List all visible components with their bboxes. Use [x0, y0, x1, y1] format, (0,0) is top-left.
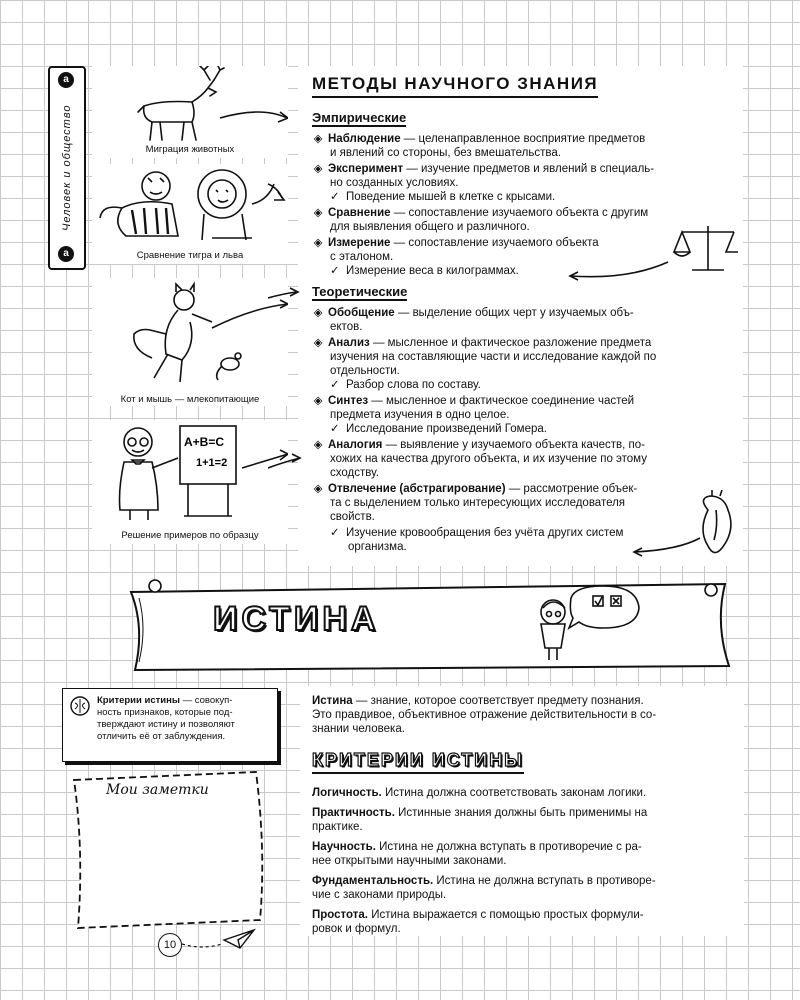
method-abstraction-cont2: свойств. — [330, 511, 375, 523]
diamond-bullet-icon: ◈ — [313, 483, 323, 495]
criteria-title: КРИТЕРИИ ИСТИНЫ — [312, 750, 524, 774]
pin-icon — [149, 580, 161, 592]
caption-migration: Миграция животных — [145, 144, 235, 155]
board-formula-1: А+В=С — [184, 435, 225, 449]
tiger-lion-icon — [92, 164, 288, 248]
method-generalization-cont: ектов. — [330, 321, 363, 333]
deer-icon — [92, 66, 288, 144]
method-observation-cont: и явлений со стороны, без вмешательства. — [330, 147, 561, 159]
caption-cat-mouse: Кот и мышь — млекопитающие — [120, 394, 260, 405]
empirical-heading: Эмпирические — [312, 110, 407, 125]
criterion-practicality: Практичность. Истинные знания должны быть применимы на — [312, 807, 648, 819]
method-analysis-cont2: отдельности. — [330, 365, 400, 377]
method-analysis: ◈ Анализ — мысленное и фактическое разложение предмета — [313, 337, 652, 349]
method-analysis-cont: изучения на составляющие части и исследование каждой по — [330, 351, 657, 363]
definition-text: Критерии истины — совокуп- ность признаков, которые под- тверждают истину и позволяют отличить её от заблуждения. — [97, 695, 235, 742]
check-icon: ✓ — [330, 191, 340, 203]
example-analysis: ✓ Разбор слова по составу. — [330, 379, 481, 391]
illustration-migration — [92, 66, 288, 158]
section-badge-bottom: а — [58, 246, 74, 262]
banner-title — [213, 600, 379, 639]
truth-definition-cont2: знании человека. — [312, 723, 405, 735]
section-badge-top: а — [58, 72, 74, 88]
truth-section — [300, 686, 744, 936]
method-observation: ◈ Наблюдение — целенаправленное восприятие предметов — [313, 133, 646, 145]
criterion-simplicity: Простота. Истина выражается с помощью простых формули- — [312, 909, 644, 921]
method-generalization: ◈ Обобщение — выделение общих черт у изучаемых объ- — [313, 307, 634, 319]
diamond-bullet-icon: ◈ — [313, 439, 323, 451]
diamond-bullet-icon: ◈ — [313, 237, 323, 249]
heart-icon — [628, 490, 740, 562]
diamond-bullet-icon: ◈ — [313, 133, 323, 145]
example-measurement: ✓ Измерение веса в килограммах. — [330, 265, 519, 277]
scales-icon — [568, 218, 738, 282]
method-experiment: ◈ Эксперимент — изучение предметов и явлений в специаль- — [313, 163, 655, 175]
criterion-fundamentality: Фундаментальность. Истина не должна вступать в противоре- — [312, 875, 656, 887]
method-abstraction-cont: та с выделением только интересующих исследователя — [330, 497, 626, 509]
method-synthesis: ◈ Синтез — мысленное и фактическое соединение частей — [313, 395, 635, 407]
illustration-cat-mouse — [92, 278, 288, 406]
diamond-bullet-icon: ◈ — [313, 307, 323, 319]
criterion-science-cont: нее открытыми научными законами. — [312, 855, 507, 867]
caption-tiger-lion: Сравнение тигра и льва — [136, 250, 244, 261]
section-side-tab — [48, 66, 86, 270]
paper-plane-icon — [182, 926, 262, 956]
methods-section — [298, 66, 743, 566]
methods-title: МЕТОДЫ НАУЧНОГО ЗНАНИЯ — [312, 74, 598, 98]
check-icon: ✓ — [330, 265, 340, 277]
check-icon: ✓ — [330, 527, 340, 539]
check-icon: ✓ — [330, 423, 340, 435]
method-analogy-cont2: сходству. — [330, 467, 379, 479]
diamond-bullet-icon: ◈ — [313, 337, 323, 349]
method-analogy-cont: хожих на качества другого объекта, и их изучение по этому — [330, 453, 647, 465]
brain-icon — [69, 695, 91, 717]
illustration-teacher — [92, 420, 288, 544]
teacher-board-icon — [92, 420, 288, 524]
criterion-fundamentality-cont: чие с законами природы. — [312, 889, 447, 901]
example-abstraction-cont: организма. — [348, 541, 407, 553]
criterion-practicality-cont: практике. — [312, 821, 363, 833]
section-label: Человек и общество — [61, 104, 73, 232]
caption-teacher: Решение примеров по образцу — [121, 530, 259, 541]
truth-definition: Истина — знание, которое соответствует предмету познания. — [312, 695, 644, 707]
cat-mouse-icon — [92, 278, 288, 388]
notes-title: Мои заметки — [106, 782, 209, 798]
diamond-bullet-icon: ◈ — [313, 163, 323, 175]
page-number: 10 — [158, 933, 182, 957]
example-synthesis: ✓ Исследование произведений Гомера. — [330, 423, 547, 435]
diamond-bullet-icon: ◈ — [313, 207, 323, 219]
method-experiment-cont: но созданных условиях. — [330, 177, 459, 189]
method-abstraction: ◈ Отвлечение (абстрагирование) — рассмотрение объек- — [313, 483, 638, 495]
diamond-bullet-icon: ◈ — [313, 395, 323, 407]
method-comparison-cont: для выявления общего и различного. — [330, 221, 530, 233]
definition-box — [62, 688, 278, 762]
method-analogy: ◈ Аналогия — выявление у изучаемого объекта качеств, по- — [313, 439, 645, 451]
method-comparison: ◈ Сравнение — сопоставление изучаемого объекта с другим — [313, 207, 649, 219]
connector-arrows — [268, 0, 308, 600]
theoretical-heading: Теоретические — [312, 284, 408, 299]
method-synthesis-cont: предмета изучения в одно целое. — [330, 409, 510, 421]
method-measurement: ◈ Измерение — сопоставление изучаемого объекта — [313, 237, 599, 249]
illustration-tiger-lion — [92, 164, 288, 264]
check-icon: ✓ — [330, 379, 340, 391]
criterion-science: Научность. Истина не должна вступать в противоречие с ра- — [312, 841, 642, 853]
method-measurement-cont: с эталоном. — [330, 251, 394, 263]
banner-title-text: ИСТИНА — [213, 600, 380, 638]
criterion-simplicity-cont: ровок и формул. — [312, 923, 401, 935]
board-formula-2: 1+1=2 — [196, 457, 228, 469]
example-abstraction: ✓ Изучение кровообращения без учёта других систем — [330, 527, 624, 539]
truth-definition-cont: Это правдивое, объективное отражение действительности в со- — [312, 709, 657, 721]
criterion-logic: Логичность. Истина должна соответствовать законам логики. — [312, 787, 647, 799]
pin-icon — [705, 584, 717, 596]
example-experiment: ✓ Поведение мышей в клетке с крысами. — [330, 191, 556, 203]
